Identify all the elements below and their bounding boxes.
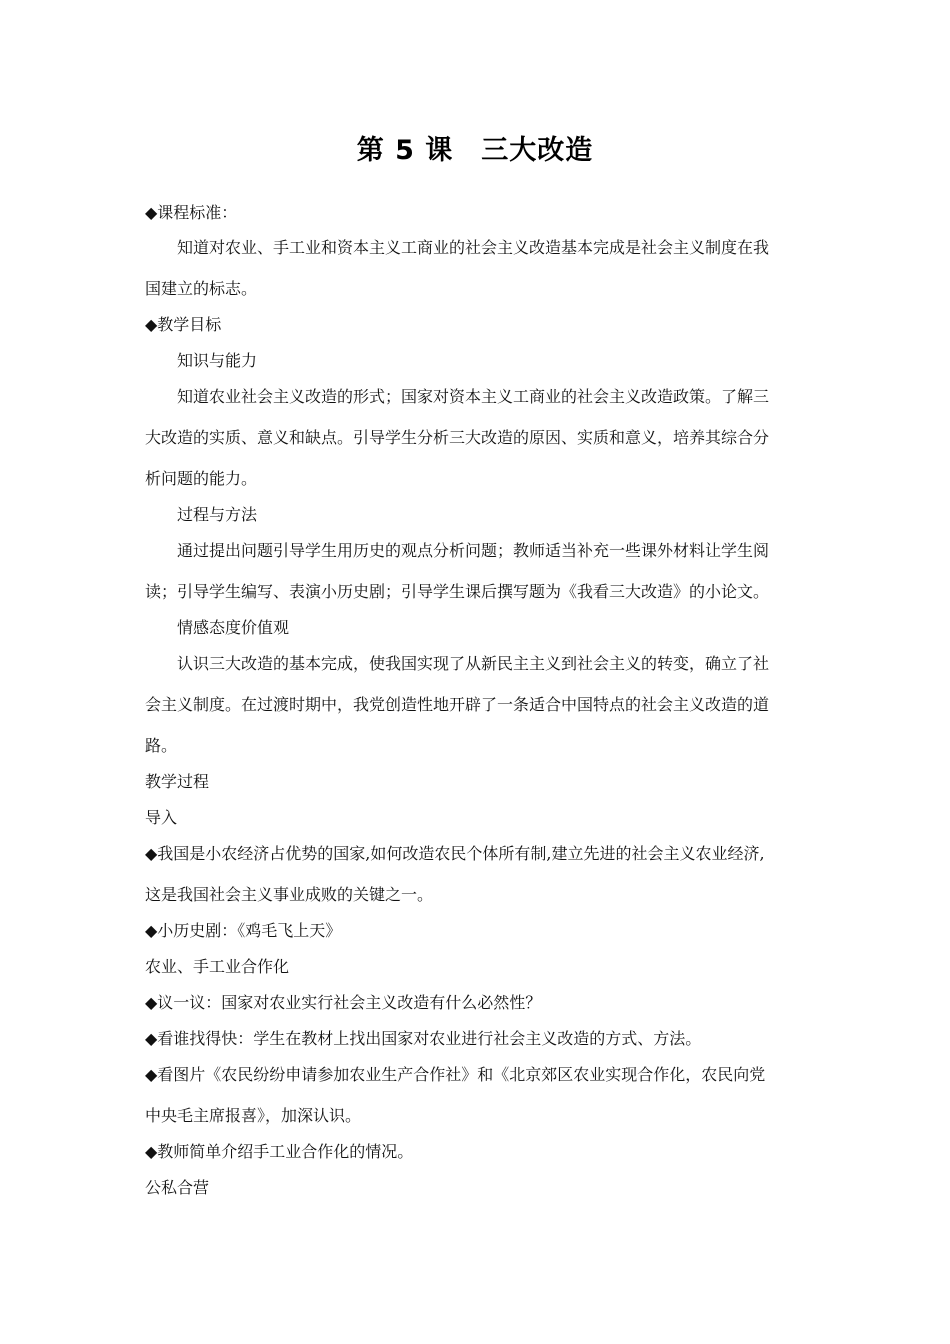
paragraph-line: 路。 <box>145 736 178 755</box>
paragraph-line: 知道对农业、手工业和资本主义工商业的社会主义改造基本完成是社会主义制度在我 <box>177 238 770 257</box>
paragraph-line: 析问题的能力。 <box>145 469 258 488</box>
subheading-knowledge: 知识与能力 <box>177 351 258 370</box>
lesson-title: 三大改造 <box>481 135 594 166</box>
paragraph-line: 通过提出问题引导学生用历史的观点分析问题；教师适当补充一些课外材料让学生阅 <box>177 541 770 560</box>
bullet-item: ◆我国是小农经济占优势的国家,如何改造农民个体所有制,建立先进的社会主义农业经济, <box>145 844 765 863</box>
subheading-process: 过程与方法 <box>177 505 258 524</box>
section-heading-joint-ownership: 公私合营 <box>145 1178 210 1197</box>
page-title <box>0 128 950 167</box>
subheading-values: 情感态度价值观 <box>177 618 290 637</box>
section-heading-cooperation: 农业、手工业合作化 <box>145 957 290 976</box>
paragraph-line: 大改造的实质、意义和缺点。引导学生分析三大改造的原因、实质和意义，培养其综合分 <box>145 428 770 447</box>
lesson-number: 第 5 课 <box>356 135 454 166</box>
section-heading-objectives: ◆教学目标 <box>145 315 222 334</box>
section-heading-standard: ◆课程标准： <box>145 203 238 222</box>
section-heading-intro: 导入 <box>145 808 178 827</box>
paragraph-line: 会主义制度。在过渡时期中，我党创造性地开辟了一条适合中国特点的社会主义改造的道 <box>145 695 770 714</box>
paragraph-line: 国建立的标志。 <box>145 279 258 298</box>
bullet-item: ◆小历史剧：《鸡毛飞上天》 <box>145 921 342 940</box>
bullet-item: ◆看谁找得快：学生在教材上找出国家对农业进行社会主义改造的方式、方法。 <box>145 1029 702 1048</box>
bullet-item: ◆看图片《农民纷纷申请参加农业生产合作社》和《北京郊区农业实现合作化，农民向党 <box>145 1065 766 1084</box>
bullet-item: ◆教师简单介绍手工业合作化的情况。 <box>145 1142 414 1161</box>
bullet-item: ◆议一议：国家对农业实行社会主义改造有什么必然性？ <box>145 993 542 1012</box>
paragraph-line: 这是我国社会主义事业成败的关键之一。 <box>145 885 434 904</box>
paragraph-line: 知道农业社会主义改造的形式；国家对资本主义工商业的社会主义改造政策。了解三 <box>177 387 770 406</box>
paragraph-line: 认识三大改造的基本完成，使我国实现了从新民主主义到社会主义的转变，确立了社 <box>177 654 770 673</box>
section-heading-process: 教学过程 <box>145 772 210 791</box>
paragraph-line: 读；引导学生编写、表演小历史剧；引导学生课后撰写题为《我看三大改造》的小论文。 <box>145 582 770 601</box>
paragraph-line: 中央毛主席报喜》，加深认识。 <box>145 1106 362 1125</box>
